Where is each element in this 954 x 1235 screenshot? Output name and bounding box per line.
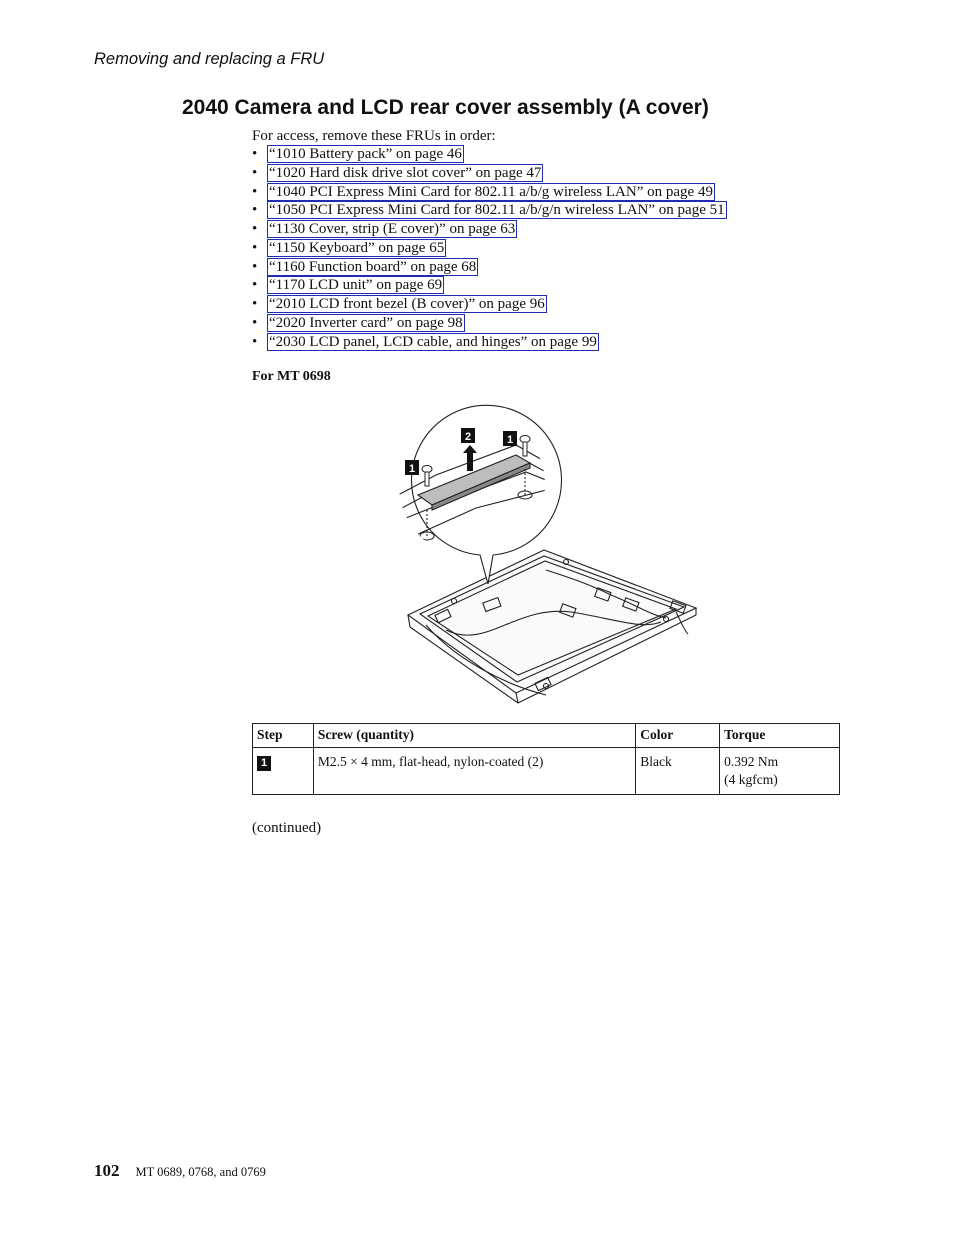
fru-link-1020[interactable]: “1020 Hard disk drive slot cover” on page 47 xyxy=(269,164,542,181)
bullet: • xyxy=(252,146,258,162)
bullet: • xyxy=(252,314,258,331)
bullet: • xyxy=(252,277,258,294)
table-header-row xyxy=(253,724,840,748)
intro-text: For access, remove these FRUs in order: xyxy=(252,128,496,144)
bullet: • xyxy=(252,296,258,312)
bullet: • xyxy=(252,164,258,181)
callout-badge-middle xyxy=(461,428,475,443)
fru-link-1150[interactable]: “1150 Keyboard” on page 65 xyxy=(269,239,445,256)
page-number: 102 xyxy=(94,1161,120,1180)
bullet: • xyxy=(252,221,258,237)
torque-value-alt: (4 kgfcm) xyxy=(724,772,778,787)
lcd-cover-drawing xyxy=(408,550,696,703)
list-item xyxy=(252,183,727,202)
list-item xyxy=(252,164,727,183)
list-item xyxy=(252,220,727,239)
fru-link-1040[interactable]: “1040 PCI Express Mini Card for 802.11 a/b/g wireless LAN” on page 49 xyxy=(269,183,713,200)
header-step: Step xyxy=(253,724,314,748)
cell-torque xyxy=(720,748,840,795)
cell-step xyxy=(253,748,314,795)
list-item xyxy=(252,333,727,352)
list-item xyxy=(252,295,727,314)
fru-link-2010[interactable]: “2010 LCD front bezel (B cover)” on page 96 xyxy=(269,296,545,312)
callout-number: 2 xyxy=(464,431,472,443)
mt-label: For MT 0698 xyxy=(252,369,331,384)
fru-link-2030[interactable]: “2030 LCD panel, LCD cable, and hinges” on page 99 xyxy=(269,333,597,350)
callout-number: 1 xyxy=(408,463,416,475)
cell-screw: M2.5 × 4 mm, flat-head, nylon-coated (2) xyxy=(313,748,635,795)
cell-color: Black xyxy=(636,748,720,795)
bullet: • xyxy=(252,239,258,256)
list-item xyxy=(252,258,727,277)
list-item xyxy=(252,314,727,333)
torque-value: 0.392 Nm xyxy=(724,754,779,769)
callout-badge-right xyxy=(503,431,517,446)
bullet: • xyxy=(252,183,258,200)
continued-note: (continued) xyxy=(252,820,322,836)
footer-text: MT 0689, 0768, and 0769 xyxy=(135,1165,266,1179)
fru-list xyxy=(252,145,727,351)
bullet: • xyxy=(252,333,258,350)
header-screw: Screw (quantity) xyxy=(313,724,635,748)
page-footer xyxy=(94,1161,266,1181)
callout-badge-left xyxy=(405,460,419,475)
section-title: 2040 Camera and LCD rear cover assembly (A cover) xyxy=(182,96,709,119)
fru-link-1160[interactable]: “1160 Function board” on page 68 xyxy=(269,258,477,275)
table-row xyxy=(253,748,840,795)
running-head: Removing and replacing a FRU xyxy=(94,50,325,68)
screw-table xyxy=(252,723,840,795)
fru-link-1170[interactable]: “1170 LCD unit” on page 69 xyxy=(269,277,443,294)
header-torque: Torque xyxy=(720,724,840,748)
lcd-rear-cover-figure xyxy=(396,400,706,705)
fru-link-1130[interactable]: “1130 Cover, strip (E cover)” on page 63 xyxy=(269,221,516,237)
step-badge: 1 xyxy=(257,756,271,771)
fru-link-1010[interactable]: “1010 Battery pack” on page 46 xyxy=(269,146,462,162)
bullet: • xyxy=(252,258,258,275)
list-item xyxy=(252,145,727,164)
fru-link-1050[interactable]: “1050 PCI Express Mini Card for 802.11 a/b/g/n wireless LAN” on page 51 xyxy=(269,202,725,219)
list-item xyxy=(252,239,727,258)
callout-number: 1 xyxy=(506,434,514,446)
fru-link-2020[interactable]: “2020 Inverter card” on page 98 xyxy=(269,314,463,331)
header-color: Color xyxy=(636,724,720,748)
bullet: • xyxy=(252,202,258,219)
list-item xyxy=(252,276,727,295)
list-item xyxy=(252,201,727,220)
